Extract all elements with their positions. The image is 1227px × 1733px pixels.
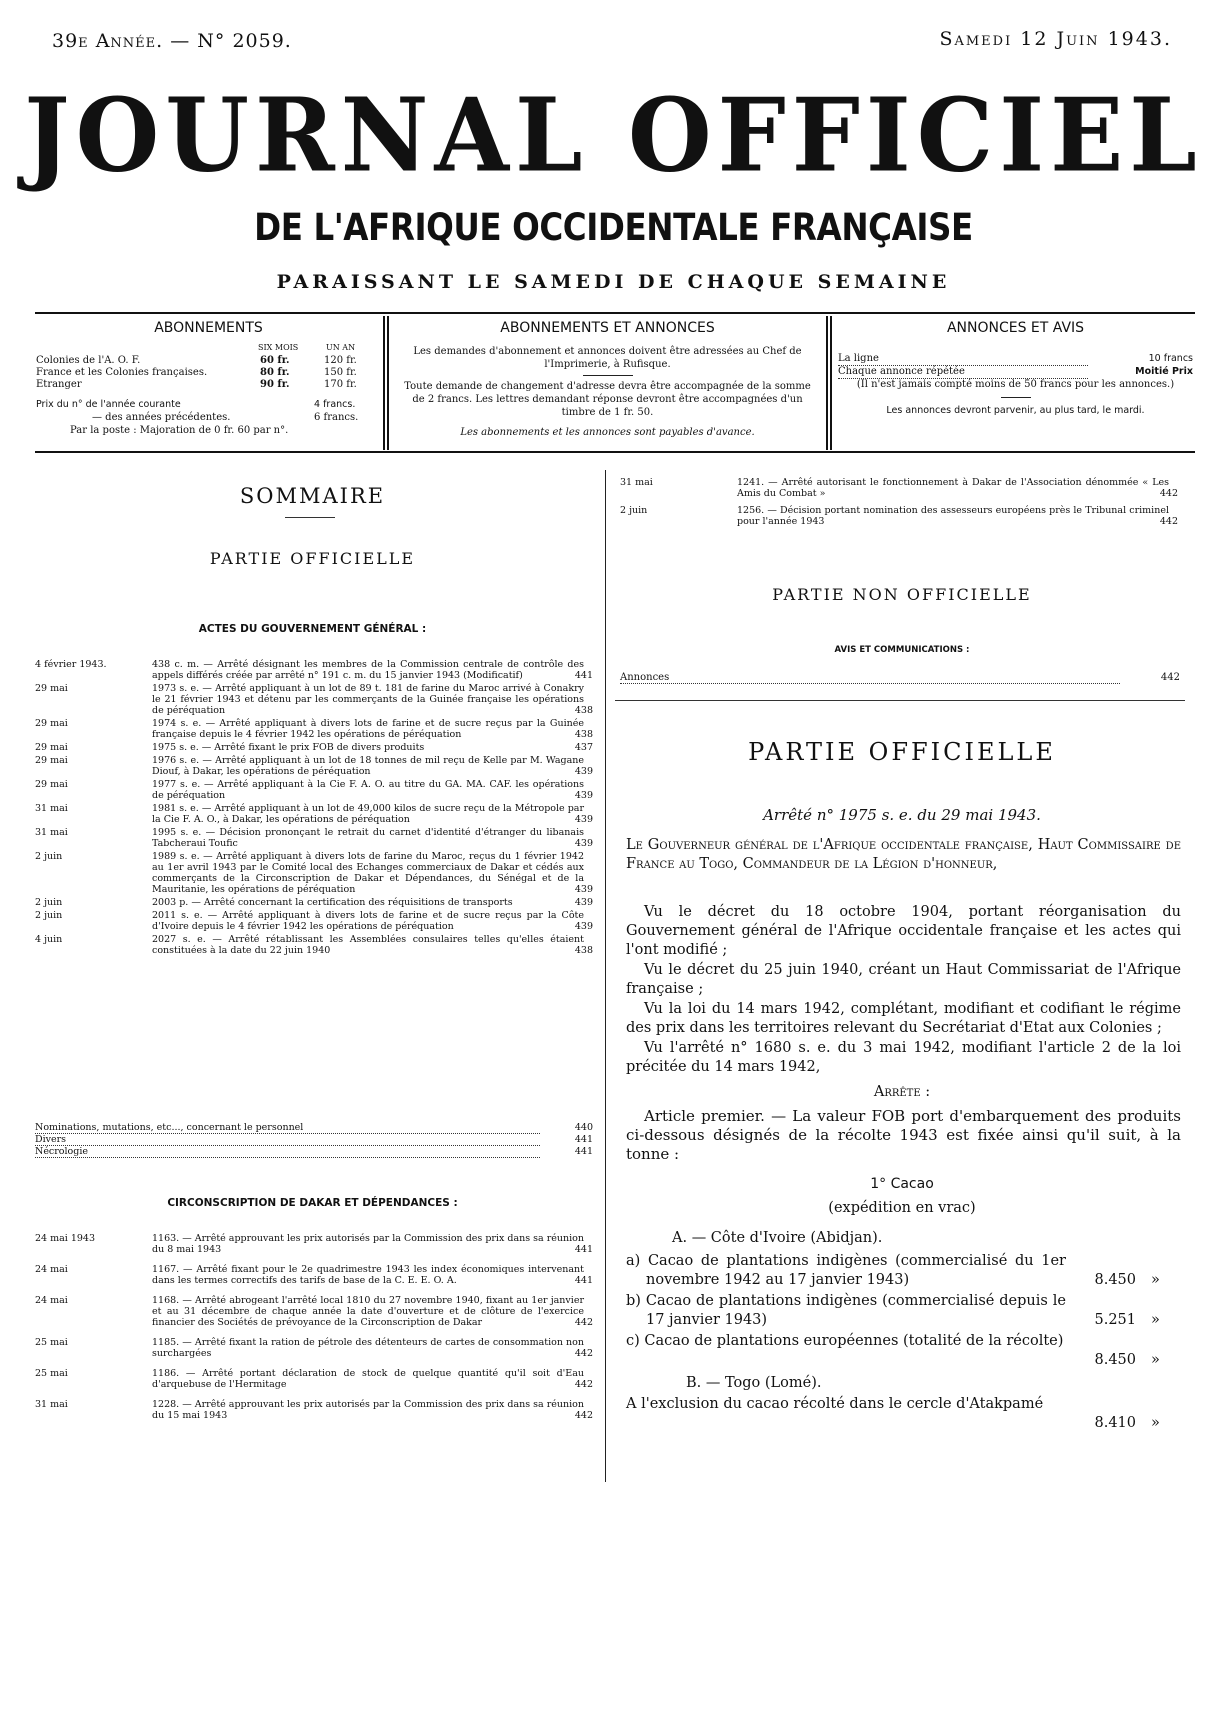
right-rule — [615, 700, 1185, 701]
toc-page: 442 — [574, 1410, 593, 1421]
masthead-subtitle: DE L'AFRIQUE OCCIDENTALE FRANÇAISE — [254, 206, 973, 249]
price-unit: » — [1151, 1352, 1160, 1368]
toc-text: 1228. — Arrêté approuvant les prix autorisés par la Commission des prix dans sa réunion du 15 mai 1943 — [152, 1399, 584, 1421]
abonnement-label: Etranger — [36, 379, 82, 390]
toc-date: 25 mai — [35, 1368, 68, 1379]
abonnement-row — [36, 378, 376, 390]
toc-misc-text: Nominations, mutations, etc..., concernant le personnel — [35, 1122, 540, 1134]
toc-text: 1256. — Décision portant nomination des assesseurs européens près le Tribunal criminel pour l'année 1943 — [737, 505, 1169, 527]
toc-entry — [35, 934, 595, 956]
toc-page: 442 — [1159, 488, 1178, 499]
toc-misc-text: Nécrologie — [35, 1146, 540, 1158]
toc-entry — [35, 827, 595, 849]
toc-text: 1163. — Arrêté approuvant les prix autorisés par la Commission des prix dans sa réunion du 8 mai 1943 — [152, 1233, 584, 1255]
divider-1 — [383, 316, 385, 450]
toc-entry — [35, 1337, 595, 1359]
toc-text: 1974 s. e. — Arrêté appliquant à divers lots de farine et de sucre reçus par la Guinée française depuis le 4 février 1942 les opérations de péréquation — [152, 718, 584, 740]
toc-text: 1168. — Arrêté abrogeant l'arrêté local 1810 du 27 novembre 1940, fixant au 1er janvier et au 31 décembre de chaque année la date d'ouverture et de clôture de l'exercice financier des Sociétés de prévoyance de la Circonscription de Dakar — [152, 1295, 584, 1328]
price-value: 8.450 — [1094, 1272, 1136, 1288]
price-value: 8.450 — [1094, 1352, 1136, 1368]
ligne-value: 10 francs — [1148, 353, 1193, 364]
vu-list — [626, 903, 1181, 1078]
article-premier: Article premier. — La valeur FOB port d'embarquement des produits ci-dessous désignés de la récolte 1943 est fixée ainsi qu'il suit, à la tonne : — [626, 1107, 1181, 1163]
toc-page: 442 — [1159, 516, 1178, 527]
toc-page: 441 — [574, 1244, 593, 1255]
toc-text: 1995 s. e. — Décision prononçant le retrait du carnet d'identité d'étranger du libanais Tabcheraui Toufic — [152, 827, 584, 849]
col-un-an: UN AN — [326, 343, 356, 352]
toc-entry — [35, 718, 595, 740]
annonces-label: Annonces — [620, 672, 1120, 684]
toc-text: 1989 s. e. — Arrêté appliquant à divers lots de farine du Maroc, reçus du 1 février 1942 au 1er avril 1943 par le Comité local des Echanges commerciaux de Dakar et cédés aux commerçants de la Circonscription de Dakar et Dépendances, du Sénégal et de la Mauritanie, les opérations de péréquation — [152, 851, 584, 895]
divider-1b — [387, 316, 389, 450]
toc-text: 2011 s. e. — Arrêté appliquant à divers lots de farine et de sucre reçus par la Côte d'Ivoire depuis le 4 février 1942 les opérations de péréquation — [152, 910, 584, 932]
price-item — [626, 1395, 1181, 1433]
abonnements-title: ABONNEMENTS — [154, 320, 263, 336]
abonnement-six: 60 fr. — [260, 355, 290, 366]
toc-page: 442 — [574, 1348, 593, 1359]
toc-date: 31 mai — [35, 803, 68, 814]
toc-date: 2 juin — [35, 897, 63, 908]
toc-entry — [35, 1399, 595, 1421]
divider-2b — [830, 316, 832, 450]
toc-text: 1973 s. e. — Arrêté appliquant à un lot de 89 t. 181 de farine du Maroc arrivé à Conakry le 21 février 1943 et détenu par les commerçants de la Guinée française les opérations de péréquation — [152, 683, 584, 716]
masthead-tagline: PARAISSANT LE SAMEDI DE CHAQUE SEMAINE — [276, 271, 951, 293]
toc-text: 1186. — Arrêté portant déclaration de stock de quelque quantité qu'il soit d'Eau d'arquebuse de l'Hermitage — [152, 1368, 584, 1390]
abonnement-an: 170 fr. — [324, 379, 357, 390]
abonnements-annonces-p2: Toute demande de changement d'adresse devra être accompagnée de la somme de 2 francs. Les lettres demandant réponse devront être accompagnées d'un timbre de 1 fr. 50. — [404, 381, 811, 418]
toc-page: 441 — [574, 670, 593, 681]
section-dakar: CIRCONSCRIPTION DE DAKAR ET DÉPENDANCES : — [167, 1197, 458, 1209]
toc-page: 439 — [574, 884, 593, 895]
toc-page: 439 — [574, 766, 593, 777]
toc-text: 1976 s. e. — Arrêté appliquant à un lot de 18 tonnes de mil reçu de Kelle par M. Wagane Diouf, à Dakar, les opérations de péréquation — [152, 755, 584, 777]
cacao-title: 1° Cacao — [870, 1176, 934, 1192]
toc-entry — [35, 742, 595, 753]
col-six-mois: SIX MOIS — [258, 343, 299, 352]
toc-date: 29 mai — [35, 779, 68, 790]
toc-page: 441 — [574, 1275, 593, 1286]
toc-text: 1241. — Arrêté autorisant le fonctionnement à Dakar de l'Association dénommée « Les Amis du Combat » — [737, 477, 1169, 499]
cacao-sub: (expédition en vrac) — [828, 1200, 976, 1216]
toc-text: 438 c. m. — Arrêté désignant les membres de la Commission centrale de contrôle des appels différés créée par arrêté n° 191 c. m. du 15 janvier 1943 (Modificatif) — [152, 659, 584, 681]
toc-entry — [35, 851, 595, 895]
price-item — [626, 1292, 1181, 1330]
toc-page: 442 — [574, 1317, 593, 1328]
top-rule — [35, 312, 1195, 314]
toc-date: 29 mai — [35, 718, 68, 729]
toc-page: 438 — [574, 945, 593, 956]
masthead-title: JOURNAL OFFICIEL — [24, 76, 1203, 195]
toc-page: 440 — [574, 1122, 593, 1133]
separator-2 — [1001, 397, 1031, 398]
price-label: c) Cacao de plantations européennes (totalité de la récolte) — [626, 1333, 1064, 1349]
separator — [583, 375, 633, 376]
annonces-note: (Il n'est jamais compté moins de 50 francs pour les annonces.) — [856, 379, 1175, 390]
abonnement-row — [36, 366, 376, 378]
toc-misc-entry — [35, 1122, 595, 1134]
toc-page: 439 — [574, 838, 593, 849]
annonces-row — [620, 672, 1180, 686]
toc-page: 441 — [574, 1134, 593, 1145]
toc-text: 1975 s. e. — Arrêté fixant le prix FOB de divers produits — [152, 742, 425, 753]
toc-text: 1185. — Arrêté fixant la ration de pétrole des détenteurs de cartes de consommation non surchargées — [152, 1337, 584, 1359]
annonces-avis-box — [838, 320, 1193, 417]
toc-date: 29 mai — [35, 683, 68, 694]
toc-entry — [35, 897, 595, 908]
toc-gouvernement — [35, 659, 595, 1159]
arrete-title: Arrêté n° 1975 s. e. du 29 mai 1943. — [763, 806, 1041, 824]
price-unit: » — [1151, 1272, 1160, 1288]
price-label: a) Cacao de plantations indigènes (commercialisé du 1er novembre 1942 au 17 janvier 1943) — [626, 1253, 1066, 1288]
toc-date: 31 mai — [35, 1399, 68, 1410]
abonnement-six: 90 fr. — [260, 379, 290, 390]
abonnements-annonces-p1: Les demandes d'abonnement et annonces doivent être adressées au Chef de l'Imprimerie, à Rufisque. — [413, 346, 802, 370]
abonnement-row — [36, 354, 376, 366]
toc-entry — [35, 683, 595, 716]
toc-date: 24 mai 1943 — [35, 1233, 96, 1244]
section-b-items — [626, 1395, 1181, 1435]
toc-right — [620, 477, 1180, 537]
avis-communications: AVIS ET COMMUNICATIONS : — [834, 645, 970, 655]
toc-entry — [620, 505, 1180, 527]
abonnement-an: 120 fr. — [324, 355, 357, 366]
toc-entry — [35, 1295, 595, 1328]
toc-page: 439 — [574, 897, 593, 908]
abonnements-rows — [36, 354, 376, 390]
annonces-page: 442 — [1160, 672, 1180, 683]
column-divider — [605, 470, 606, 1482]
toc-date: 31 mai — [620, 477, 653, 488]
toc-entry — [620, 477, 1180, 499]
abonnements-annonces-title: ABONNEMENTS ET ANNONCES — [500, 320, 715, 336]
toc-date: 25 mai — [35, 1337, 68, 1348]
prix1-value: 4 francs. — [314, 399, 356, 410]
toc-date: 4 février 1943. — [35, 659, 107, 670]
toc-text: 1977 s. e. — Arrêté appliquant à la Cie F. A. O. au titre du GA. MA. CAF. les opérations de péréquation — [152, 779, 584, 801]
toc-entry — [35, 1368, 595, 1390]
issue-date: Samedi 12 Juin 1943. — [939, 28, 1172, 50]
section-b-title: B. — Togo (Lomé). — [686, 1375, 822, 1391]
prix2-value: 6 francs. — [314, 412, 359, 423]
price-label: b) Cacao de plantations indigènes (commercialisé depuis le 17 janvier 1943) — [626, 1293, 1066, 1328]
abonnement-label: Colonies de l'A. O. F. — [36, 355, 141, 366]
toc-text: 1981 s. e. — Arrêté appliquant à un lot de 49,000 kilos de sucre reçu de la Métropole par la Cie F. A. O., à Dakar, les opérations de péréquation — [152, 803, 584, 825]
toc-date: 31 mai — [35, 827, 68, 838]
repetee-value: Moitié Prix — [1135, 366, 1193, 377]
toc-text: 1167. — Arrêté fixant pour le 2e quadrimestre 1943 les index économiques intervenant dans les termes correctifs des tarifs de base de la C. E. E. O. A. — [152, 1264, 584, 1286]
toc-entry — [35, 779, 595, 801]
price-item — [626, 1252, 1181, 1290]
vu-paragraph: Vu le décret du 18 octobre 1904, portant réorganisation du Gouvernement général de l'Afrique occidentale française et les actes qui l'ont modifié ; — [626, 904, 1181, 958]
divider-2 — [826, 316, 828, 450]
toc-page: 438 — [574, 729, 593, 740]
abonnement-an: 150 fr. — [324, 367, 357, 378]
vu-paragraph: Vu le décret du 25 juin 1940, créant un Haut Commissariat de l'Afrique française ; — [626, 962, 1181, 997]
toc-date: 2 juin — [35, 851, 63, 862]
section-a-title: A. — Côte d'Ivoire (Abidjan). — [672, 1230, 883, 1246]
toc-dakar — [35, 1233, 595, 1493]
price-unit: » — [1151, 1312, 1160, 1328]
toc-page: 439 — [574, 790, 593, 801]
toc-misc — [35, 1122, 595, 1162]
section-a-items — [626, 1252, 1181, 1368]
ligne-label: La ligne — [838, 352, 1088, 366]
toc-page: 439 — [574, 921, 593, 932]
toc-misc-text: Divers — [35, 1134, 540, 1146]
section-gouvernement: ACTES DU GOUVERNEMENT GÉNÉRAL : — [198, 623, 427, 635]
toc-date: 4 juin — [35, 934, 63, 945]
toc-entry — [35, 755, 595, 777]
vu-paragraph: Vu la loi du 14 mars 1942, complétant, modifiant et codifiant le régime des prix dans les territoires relevant du Secrétariat d'Etat aux Colonies ; — [626, 1001, 1181, 1036]
toc-text: 2027 s. e. — Arrêté rétablissant les Assemblées consulaires telles qu'elles étaient constituées à la date du 22 juin 1940 — [152, 934, 584, 956]
poste-note: Par la poste : Majoration de 0 fr. 60 par n°. — [70, 425, 289, 436]
abonnements-box — [36, 320, 376, 437]
gouverneur-text: Le Gouverneur général de l'Afrique occidentale française, Haut Commissaire de France au Togo, Commandeur de la Légion d'honneur, — [626, 837, 1181, 872]
toc-entry — [35, 910, 595, 932]
arrete-word: Arrête : — [873, 1084, 931, 1100]
toc-page: 437 — [574, 742, 593, 753]
vu-paragraph: Vu l'arrêté n° 1680 s. e. du 3 mai 1942, modifiant l'article 2 de la loi précitée du 14 mars 1942, — [626, 1040, 1181, 1075]
toc-misc-entry — [35, 1134, 595, 1146]
abonnement-six: 80 fr. — [260, 367, 290, 378]
toc-entry — [35, 803, 595, 825]
abonnement-label: France et les Colonies françaises. — [36, 367, 208, 378]
price-value: 5.251 — [1094, 1312, 1136, 1328]
abonnements-annonces-box — [395, 320, 820, 439]
price-item — [626, 1332, 1181, 1370]
toc-page: 442 — [574, 1379, 593, 1390]
article-partie-officielle: PARTIE OFFICIELLE — [748, 738, 1056, 766]
toc-entry — [35, 1264, 595, 1286]
toc-page: 439 — [574, 814, 593, 825]
abonnements-annonces-p3: Les abonnements et les annonces sont payables d'avance. — [460, 427, 755, 438]
annonces-footer: Les annonces devront parvenir, au plus tard, le mardi. — [886, 405, 1145, 416]
price-label: A l'exclusion du cacao récolté dans le cercle d'Atakpamé — [626, 1396, 1044, 1412]
toc-date: 24 mai — [35, 1264, 68, 1275]
toc-date: 24 mai — [35, 1295, 68, 1306]
prix1-label: Prix du n° de l'année courante — [36, 399, 181, 410]
toc-entry — [35, 659, 595, 681]
toc-date: 29 mai — [35, 755, 68, 766]
price-unit: » — [1151, 1415, 1160, 1431]
sommaire-underline — [285, 517, 335, 518]
price-value: 8.410 — [1094, 1415, 1136, 1431]
sommaire-title: SOMMAIRE — [239, 484, 386, 508]
toc-date: 29 mai — [35, 742, 68, 753]
toc-date: 2 juin — [620, 505, 648, 516]
toc-text: 2003 p. — Arrêté concernant la certification des réquisitions de transports — [152, 897, 513, 908]
issue-number: 39e Année. — N° 2059. — [52, 30, 292, 52]
toc-page: 441 — [574, 1146, 593, 1157]
annonces-avis-title: ANNONCES ET AVIS — [946, 320, 1085, 336]
toc-date: 2 juin — [35, 910, 63, 921]
sommaire-partie: PARTIE OFFICIELLE — [209, 549, 416, 568]
toc-entry — [35, 1233, 595, 1255]
toc-page: 438 — [574, 705, 593, 716]
toc-misc-entry — [35, 1146, 595, 1158]
repetee-label: Chaque annonce répétée — [838, 365, 1088, 379]
prix2-label: — des années précédentes. — [92, 412, 231, 423]
partie-non-officielle: PARTIE NON OFFICIELLE — [772, 585, 1032, 604]
bottom-rule — [35, 451, 1195, 453]
